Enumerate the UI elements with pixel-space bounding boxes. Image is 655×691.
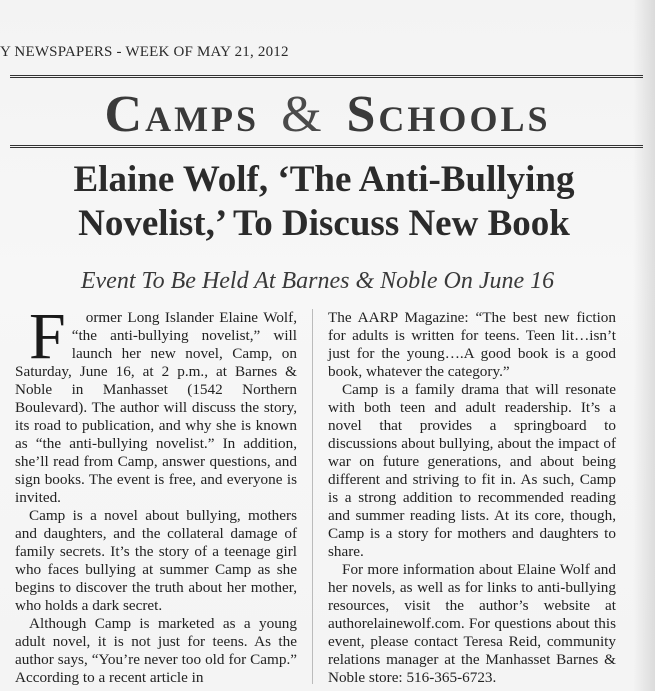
paragraph-1-text: ormer Long Islander Elaine Wolf, “the anti-bullying novelist,” will launch her new novel, Camp, on Saturday, June 16, at 2 p.m., at Barnes & Noble in Manhasset (1542 Northern Boulevard). The author will discuss the story, its road to publication, and why she is known as “the anti-bullying novelist.” In addition, she’ll read from Camp, answer questions, and sign books. The event is free, and everyone is invited. bbox=[15, 309, 297, 506]
paragraph-6: For more information about Elaine Wolf and her novels, as well as for links to anti-bullying resources, visit the author’s website at authorelainewolf.com. For questions about this event, please contact Teresa Reid, community relations manager at the Manhasset Barnes & Noble store: 516-365-6723. bbox=[328, 561, 616, 686]
drop-cap: F bbox=[29, 300, 66, 373]
section-title bbox=[0, 86, 655, 144]
article-headline bbox=[0, 158, 648, 246]
headline-line-1: Elaine Wolf, ‘The Anti-Bullying bbox=[73, 159, 575, 200]
section-word-schools: Schools bbox=[346, 86, 551, 143]
article-subhead: Event To Be Held At Barnes & Noble On June 16 bbox=[80, 268, 555, 294]
paragraph-4: The AARP Magazine: “The best new fiction for adults is written for teens. Teen lit…isn’t just for the young….A good book is a good book, whatever the category.” bbox=[328, 309, 616, 380]
headline-line-2: Novelist,’ To Discuss New Book bbox=[78, 203, 570, 244]
article-column-left bbox=[15, 300, 297, 687]
paragraph-3: Although Camp is marketed as a young adult novel, it is not just for teens. As the author says, “You’re never too old for Camp.” According to a recent article in bbox=[15, 615, 297, 686]
paragraph-5: Camp is a family drama that will resonate with both teen and adult readership. It’s a novel that provides a springboard to discussions about bullying, about the impact of war on future generations, and about being different and striving to fit in. As such, Camp is a strong addition to recommended reading and summer reading lists. At its core, though, Camp is a story for mothers and daughters to share. bbox=[328, 381, 616, 560]
top-divider bbox=[10, 75, 643, 78]
masthead-dateline: Y NEWSPAPERS - WEEK OF MAY 21, 2012 bbox=[0, 44, 289, 60]
paragraph-2: Camp is a novel about bullying, mothers and daughters, and the collateral damage of family secrets. It’s the story of a teenage girl who faces bullying at summer Camp as she begins to discover the truth about her mother, who holds a dark secret. bbox=[15, 507, 297, 614]
paragraph-1 bbox=[15, 300, 297, 507]
article-column-right bbox=[328, 309, 616, 687]
section-ampersand: & bbox=[281, 86, 325, 143]
column-divider bbox=[312, 309, 313, 684]
section-divider bbox=[10, 145, 643, 148]
section-word-camps: Camps bbox=[104, 86, 260, 143]
